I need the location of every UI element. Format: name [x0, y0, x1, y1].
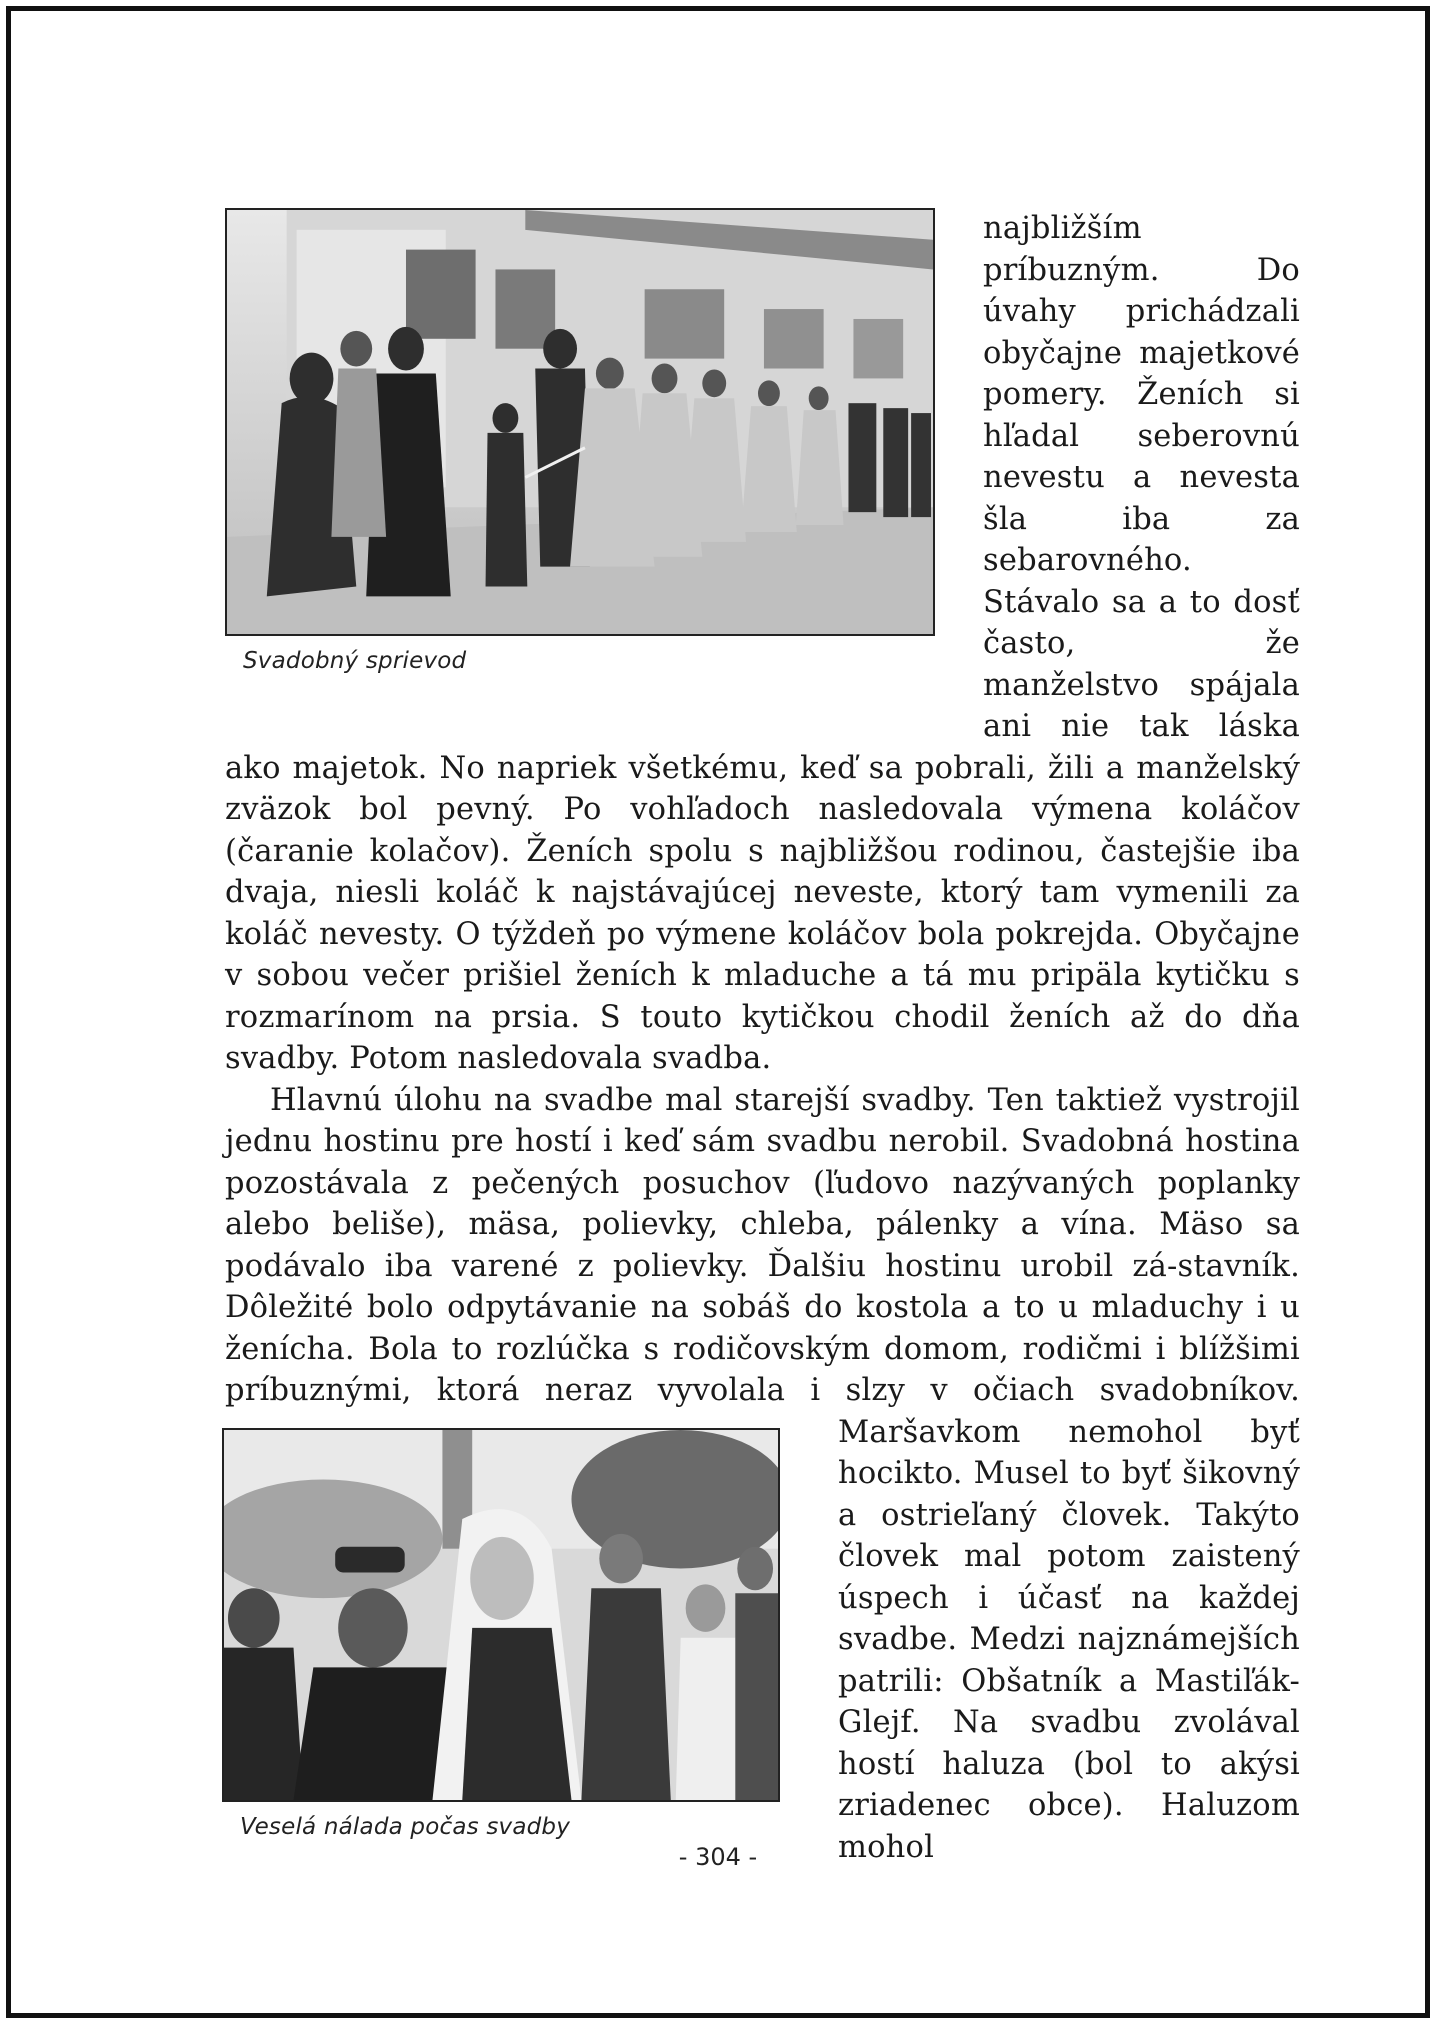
paragraph-2-part-2: svadobníkov. Maršavkom nemohol byť hocikto. Musel to byť šikovný a ostrieľaný človek. Takýto človek mal potom zaistený úspech i účasť na každej svadbe. Medzi najznámejších patrili: Obšatník a Mastiľák-Glejf. Na svadbu zvolával hostí haluza (bol to akýsi zriadenec obce). Haluzom mohol — [838, 1373, 1300, 1865]
page-number: - 304 - — [678, 1843, 758, 1871]
paragraph-2-text — [225, 1083, 1300, 1865]
paragraph-1: najbližším príbuzným. Do úvahy prichádzali obyčajne majetkové pomery. Ženích si hľadal seberovnú nevestu a nevesta šla iba za sebarovného. Stávalo sa a to dosť často, že manželstvo spájala ani nie tak láska ako majetok. No napriek všetkému, keď sa pobrali, žili a manželský zväzok bol pevný. Po vohľadoch nasledovala výmena koláčov (čaranie kolačov). Ženích spolu s najbližšou rodinou, častejšie iba dvaja, niesli koláč k najstávajúcej neveste, ktorý tam vymenili za koláč nevesty. O týždeň po výmene koláčov bola pokrejda. Obyčajne v sobou večer prišiel ženích k mladuche a tá mu pripäla kytičku s rozmarínom na prsia. S touto kytičkou chodil ženích až do dňa svadby. Potom nasledovala svadba. — [225, 211, 1300, 1076]
body-text — [225, 208, 1300, 1868]
figure-merry-mood — [222, 1428, 812, 1868]
caption-wedding-procession: Svadobný sprievod — [243, 648, 467, 674]
page-content — [225, 208, 1300, 1868]
wedding-procession-image — [227, 210, 933, 634]
photo-wedding-procession — [225, 208, 935, 636]
paragraph-2-part-1: Hlavnú úlohu na svadbe mal starejší svadby. Ten taktiež vystrojil jednu hostinu pre hostí i keď sám svadbu nerobil. Svadobná hostina pozostávala z pečených posuchov (ľudovo nazývaných poplanky alebo beliše), mäsa, polievky, chleba, pálenky a vína. Mäso sa podávalo iba varené z polievky. Ďalšiu hostinu urobil zá-stavník. Dôležité bolo odpytávanie na sobáš do kostola a to u mladuchy i u ženícha. Bola to rozlúčka s rodičovským domom, rodičmi i blížšimi príbuznými, ktorá neraz vyvolala i slzy v očiach — [225, 1082, 1300, 1408]
figure-wedding-procession — [225, 208, 955, 708]
paragraph-2 — [225, 1080, 1300, 1869]
merry-mood-image — [224, 1430, 778, 1800]
photo-merry-mood — [222, 1428, 780, 1802]
caption-merry-mood: Veselá nálada počas svadby — [240, 1813, 571, 1840]
